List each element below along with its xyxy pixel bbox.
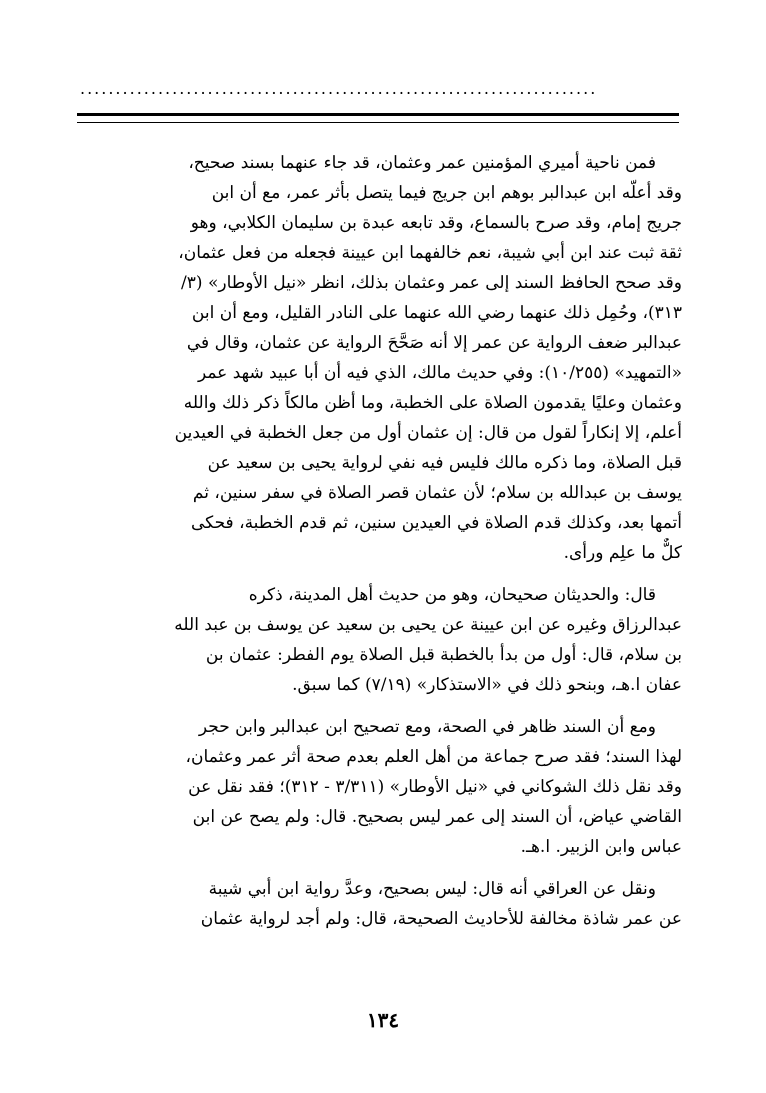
paragraph-gap (72, 700, 682, 712)
header-dotted-line: ......................................................................... (80, 82, 598, 96)
text-line: جريج إمام، وقد صرح بالسماع، وقد تابعه عبدة بن سليمان الكلابي، وهو (190, 213, 682, 233)
text-line: وقد نقل ذلك الشوكاني في «نيل الأوطار» (٣/٣١١ - ٣١٢)؛ فقد نقل عن (188, 777, 682, 797)
text-line: وقد أعلّه ابن عبدالبر بوهم ابن جريج فيما يتصل بأثر عمر، مع أن ابن (211, 183, 682, 203)
text-line: لهذا السند؛ فقد صرح جماعة من أهل العلم بعدم صحة أثر عمر وعثمان، (185, 747, 682, 767)
text-line: «التمهيد» (١٠/٢٥٥): وفي حديث مالك، الذي فيه أن أبا عبيد شهد عمر (197, 363, 682, 383)
header-rule-thin (77, 122, 679, 123)
text-line: عبدالرزاق وغيره عن ابن عيينة عن يحيى بن سعيد عن يوسف بن عبد الله (174, 615, 682, 635)
paragraph-gap (72, 862, 682, 874)
text-line: ثقة ثبت عند ابن أبي شيبة، نعم خالفهما ابن عيينة فجعله من فعل عثمان، (178, 243, 682, 263)
text-line: ٣١٣)، وحُمِل ذلك عنهما رضي الله عنهما على النادر القليل، ومع أن ابن (191, 303, 682, 323)
text-line: أعلم، إلا إنكاراً لقول من قال: إن عثمان أول من جعل الخطبة في العيدين (174, 423, 682, 443)
text-line: عن عمر شاذة مخالفة للأحاديث الصحيحة، قال: ولم أجد لرواية عثمان (200, 909, 682, 929)
paragraph-1 (72, 148, 682, 568)
header-rule-thick (77, 113, 679, 116)
text-line: قبل الصلاة، وما ذكره مالك فليس فيه نفي لرواية يحيى بن سعيد عن (207, 453, 682, 473)
text-line: أتمها بعد، وكذلك قدم الصلاة في العيدين سنين، ثم قدم الخطبة، فحكى (191, 513, 682, 533)
paragraph-gap (72, 568, 682, 580)
paragraph-3 (72, 712, 682, 862)
text-line: القاضي عياض، أن السند إلى عمر ليس بصحيح. قال: ولم يصح عن ابن (192, 807, 682, 827)
text-line: يوسف بن عبدالله بن سلام؛ لأن عثمان قصر الصلاة في سفر سنين، ثم (192, 483, 682, 503)
page-body (72, 148, 682, 934)
text-line: وقد صحح الحافظ السند إلى عمر وعثمان بذلك، انظر «نيل الأوطار» (٣/ (181, 273, 682, 293)
text-line: عباس وابن الزبير. ا.هـ. (520, 837, 682, 857)
text-line: وعثمان وعليًا يقدمون الصلاة على الخطبة، وما أظن مالكاً ذكر ذلك والله (183, 393, 682, 413)
text-line: عفان ا.هـ، وبنحو ذلك في «الاستذكار» (٧/١٩) كما سبق. (292, 675, 682, 695)
text-line: ومع أن السند ظاهر في الصحة، ومع تصحيح ابن عبدالبر وابن حجر (198, 717, 656, 737)
text-line: بن سلام، قال: أول من بدأ بالخطبة قبل الصلاة يوم الفطر: عثمان بن (205, 645, 682, 665)
text-line: عبدالبر ضعف الرواية عن عمر إلا أنه صَحَّحَ الرواية عن عثمان، وقال في (186, 333, 682, 353)
text-line: فمن ناحية أميري المؤمنين عمر وعثمان، قد جاء عنهما بسند صحيح، (188, 153, 656, 173)
text-line: ونقل عن العراقي أنه قال: ليس بصحيح، وعدَّ رواية ابن أبي شيبة (208, 879, 656, 899)
paragraph-4 (72, 874, 682, 934)
paragraph-2 (72, 580, 682, 700)
text-line: قال: والحديثان صحيحان، وهو من حديث أهل المدينة، ذكره (248, 585, 656, 605)
page-number: ١٣٤ (366, 1008, 400, 1032)
text-line: كلٌّ ما علِم ورأى. (563, 543, 682, 563)
